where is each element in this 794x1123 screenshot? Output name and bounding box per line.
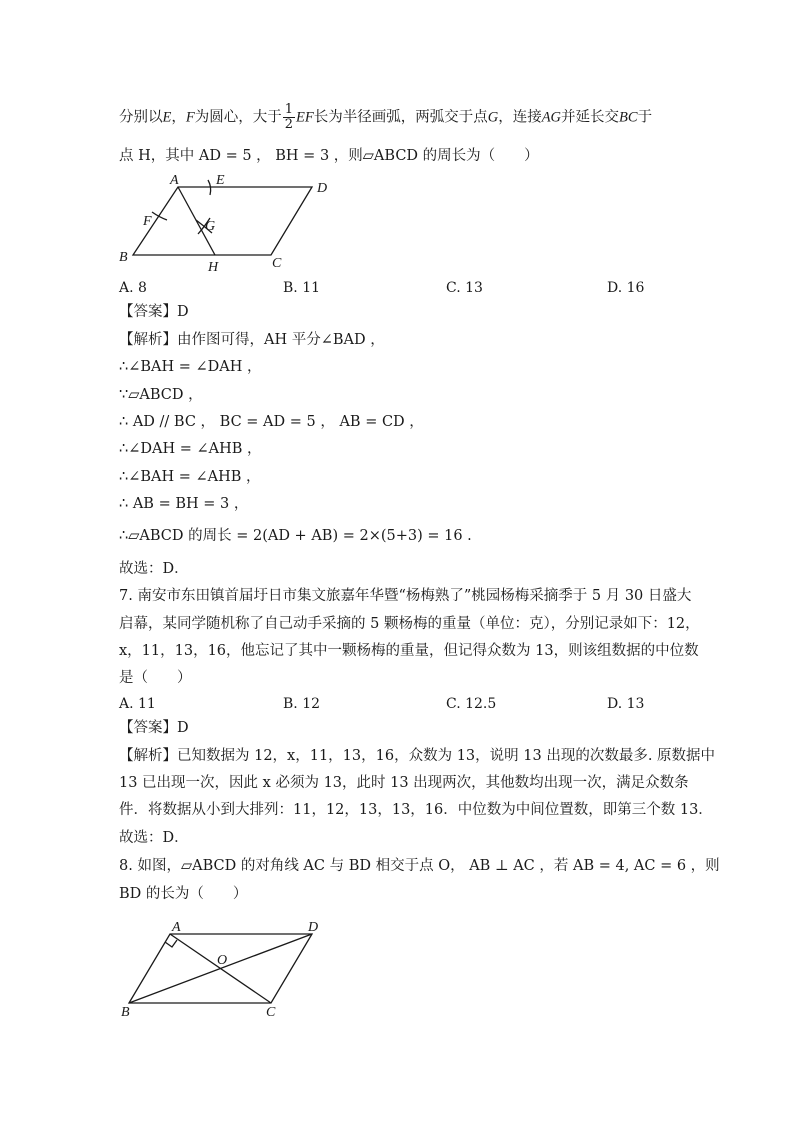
q6-text: ，: [171, 109, 186, 126]
q6-label-f: F: [143, 214, 152, 229]
q7-text-line: x，11，13，16，他忘记了其中一颗杨梅的重量，但记得众数为 13，则该组数据的中位数: [119, 643, 699, 659]
q6-label-c: C: [272, 256, 282, 271]
q7-text-line: 7. 南安市东田镇首届圩日市集文旅嘉年华暨“杨梅熟了”桃园杨梅采摘季于 5 月 30 日盛大: [119, 588, 692, 604]
fraction-denominator: 2: [284, 117, 293, 132]
q6-option-a: A. 8: [119, 280, 147, 296]
q8-right-angle-mark: [165, 940, 177, 947]
q6-label-h: H: [208, 260, 219, 275]
q6-analysis-line: ∴∠BAH = ∠DAH ，: [119, 359, 262, 375]
q6-label-b: B: [119, 250, 128, 265]
q8-label-d: D: [308, 920, 319, 935]
q7-analysis-line: 【解析】已知数据为 12，x，11，13，16，众数为 13，说明 13 出现的次数最多. 原数据中: [119, 748, 716, 764]
q6-analysis-line: ∴∠BAH = ∠AHB ，: [119, 469, 261, 485]
q6-analysis-line: ∵▱ABCD ，: [119, 387, 203, 403]
q6-parallelogram: [133, 187, 312, 255]
q6-parallelogram-figure: [112, 168, 342, 276]
q6-var: F: [185, 109, 195, 126]
q6-label-d: D: [317, 181, 328, 196]
q6-analysis-line: 故选：D．: [119, 561, 189, 577]
q6-analysis-line: 【解析】由作图可得，AH 平分∠BAD ，: [119, 332, 385, 348]
fraction-numerator: 1: [284, 102, 293, 117]
q8-parallelogram-figure: [114, 916, 329, 1022]
q6-label-e: E: [216, 173, 225, 188]
q6-var: AG: [541, 109, 562, 126]
q7-analysis-line: 13 已出现一次，因此 x 必须为 13，此时 13 出现两次，其他数均出现一次，满足众数条: [119, 775, 689, 791]
q6-text: 为圆心，大于: [194, 109, 282, 126]
q8-label-a: A: [172, 920, 181, 935]
q6-text-line-2: 点 H，其中 AD = 5 ， BH = 3 ，则▱ABCD 的周长为（ ）: [119, 148, 539, 164]
q6-label-a: A: [170, 173, 179, 188]
q6-text: 并延长交: [561, 109, 620, 126]
q6-analysis-line: ∴ AD // BC ， BC = AD = 5 ， AB = CD ，: [119, 414, 424, 430]
q6-var: G: [487, 109, 499, 126]
q7-analysis-line: 故选：D．: [119, 830, 189, 846]
q7-text-line: 启幕，某同学随机称了自己动手采摘的 5 颗杨梅的重量（单位：克），分别记录如下：12，: [119, 616, 700, 632]
q6-var: EF: [296, 109, 314, 126]
q8-label-c: C: [266, 1005, 276, 1020]
q6-analysis-line: ∴▱ABCD 的周长 = 2(AD + AB) = 2×(5+3) = 16 .: [119, 528, 472, 544]
q6-option-b: B. 11: [283, 280, 321, 296]
q6-analysis-line: ∴∠DAH = ∠AHB ，: [119, 441, 262, 457]
q6-text: 长为半径画弧，两弧交于点: [313, 109, 488, 126]
q7-text-line: 是（ ）: [119, 670, 192, 686]
q6-option-d: D. 16: [607, 280, 645, 296]
q6-text: 分别以: [119, 109, 163, 126]
q6-text-line-1: [119, 103, 652, 132]
q7-option-d: D. 13: [607, 696, 645, 712]
q6-option-c: C. 13: [446, 280, 483, 296]
q6-var: E: [162, 109, 172, 126]
q7-answer: 【答案】D: [119, 720, 189, 736]
q6-text: 于: [637, 109, 653, 126]
q7-option-a: A. 11: [119, 696, 156, 712]
q6-text: ，连接: [498, 109, 542, 126]
q6-answer: 【答案】D: [119, 304, 189, 320]
q8-text-line: BD 的长为（ ）: [119, 886, 248, 902]
q6-analysis-line: ∴ AB = BH = 3 ，: [119, 496, 249, 512]
q6-var: BC: [619, 109, 638, 126]
q7-option-c: C. 12.5: [446, 696, 497, 712]
q6-label-g: G: [205, 219, 216, 234]
q7-analysis-line: 件．将数据从小到大排列：11，12，13，13，16．中位数为中间位置数，即第三个数 13．: [119, 802, 713, 818]
q8-label-b: B: [121, 1005, 130, 1020]
q7-option-b: B. 12: [283, 696, 321, 712]
q6-arc-f: [152, 212, 167, 220]
q8-text-line: 8. 如图，▱ABCD 的对角线 AC 与 BD 相交于点 O， AB ⊥ AC ，若 AB = 4, AC = 6 ，则: [119, 858, 720, 874]
fraction: [283, 103, 295, 132]
q8-label-o: O: [217, 953, 228, 968]
q8-diagonal-bd: [129, 934, 312, 1003]
